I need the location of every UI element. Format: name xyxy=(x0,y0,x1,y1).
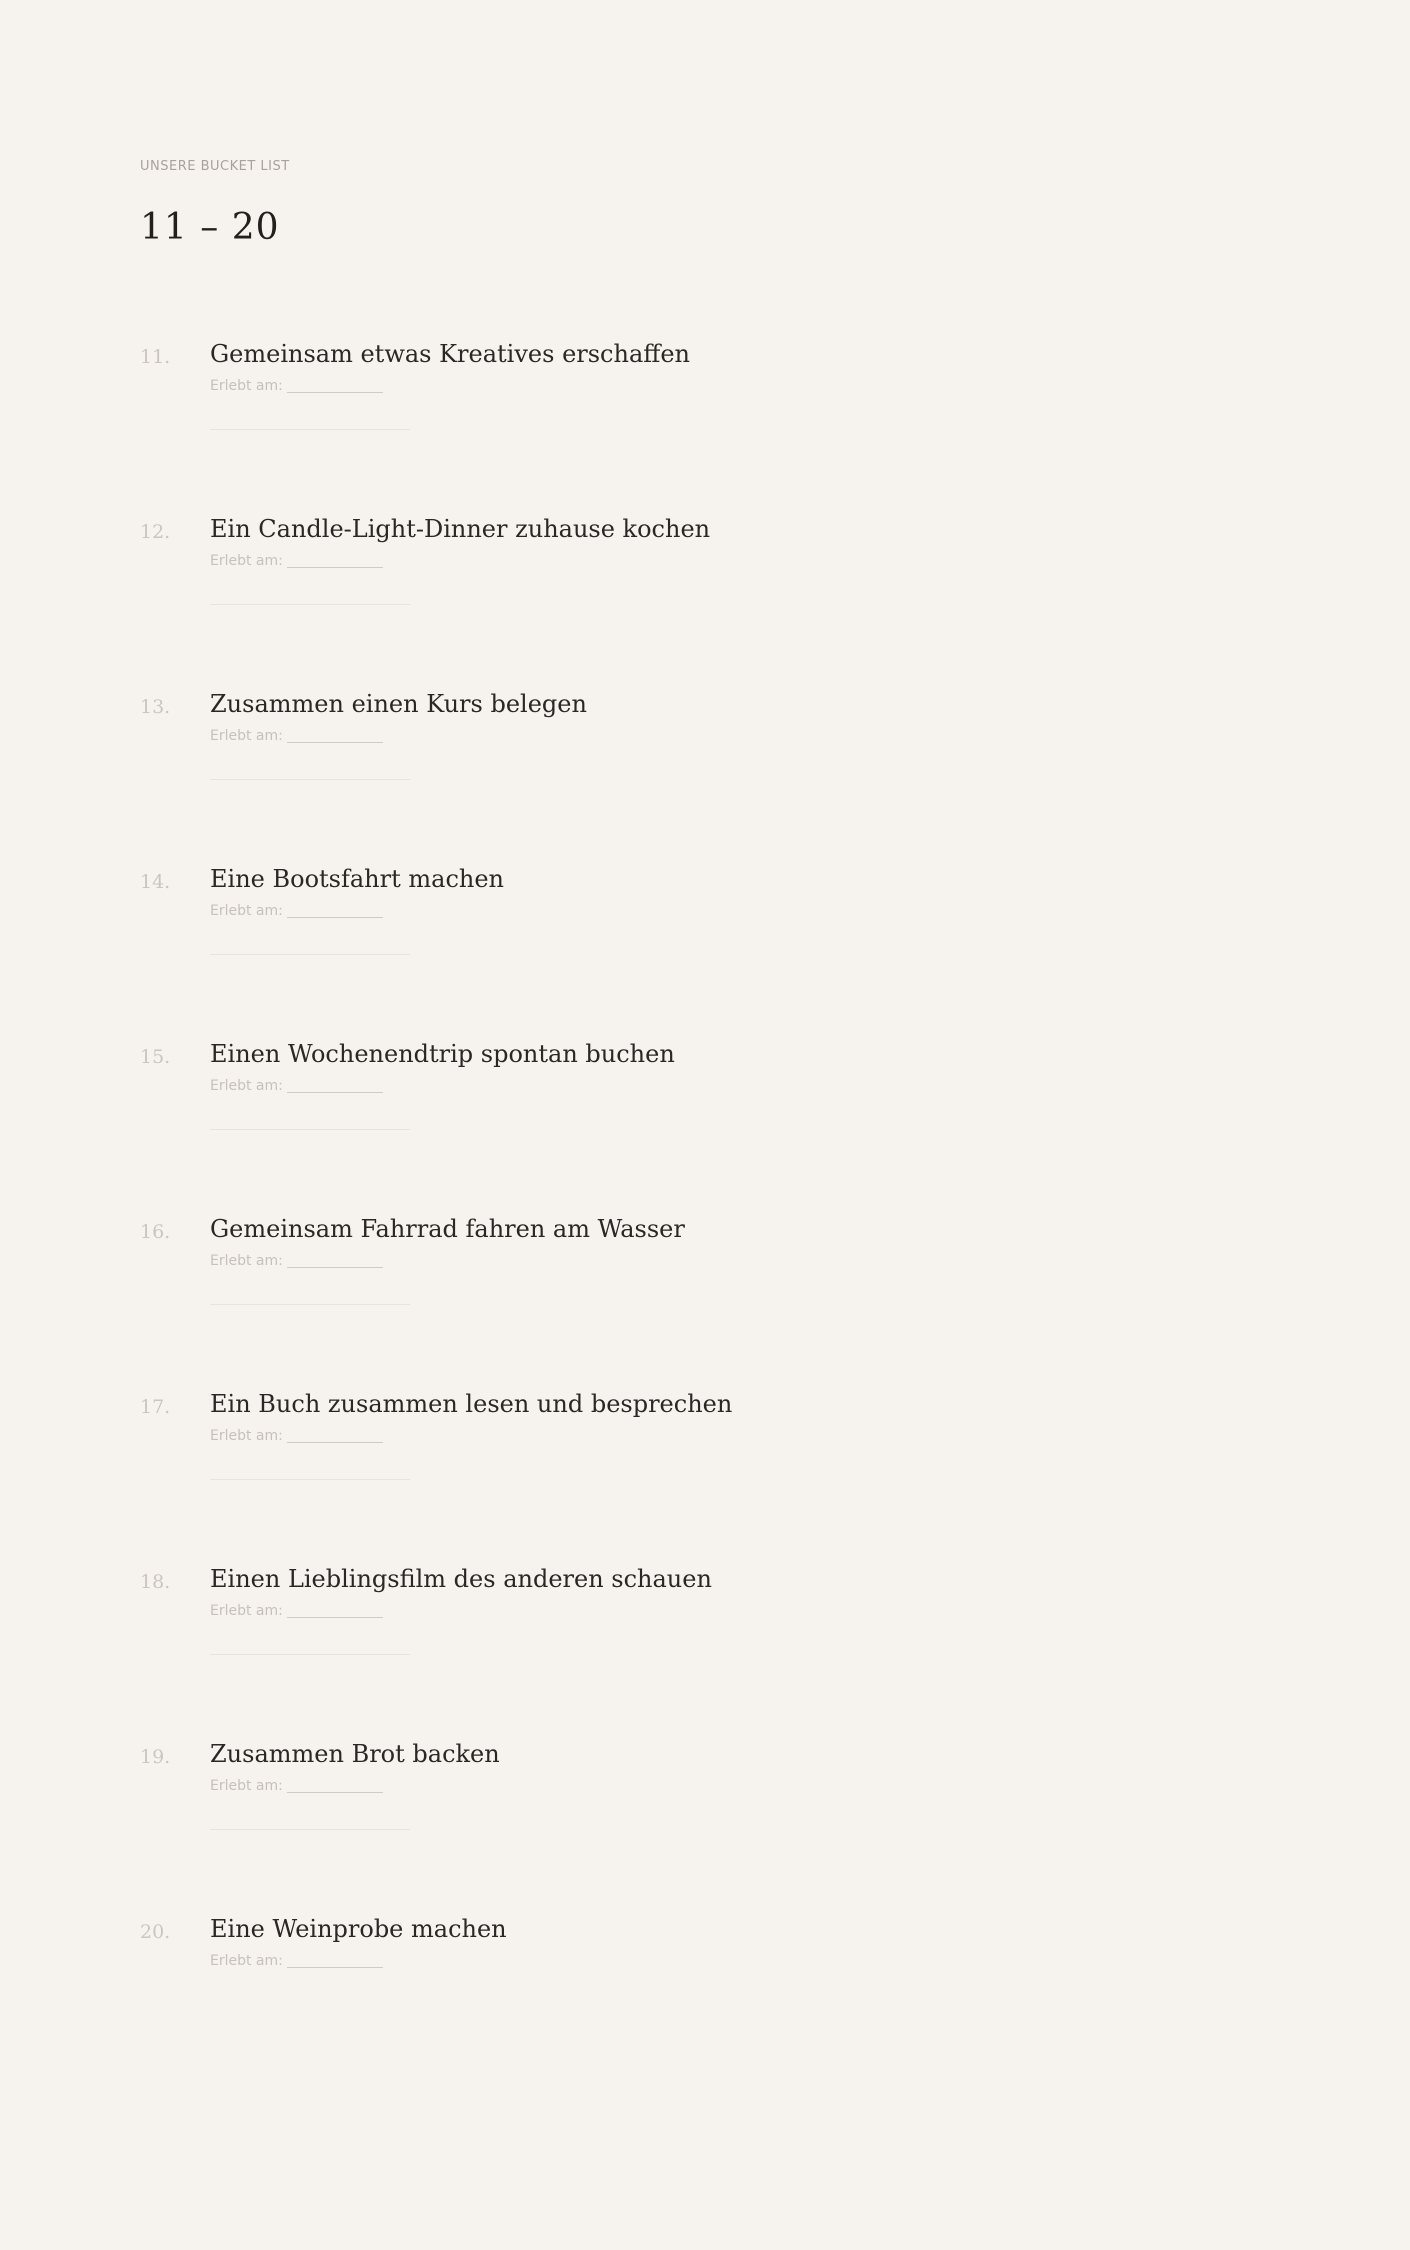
done-label: Erlebt am: xyxy=(210,728,283,744)
done-row xyxy=(210,1426,732,1446)
item-number: 19. xyxy=(140,1746,171,1768)
date-line xyxy=(287,742,383,743)
item-title: Eine Bootsfahrt machen xyxy=(210,865,504,893)
done-row xyxy=(210,1601,712,1621)
list-item xyxy=(140,1205,1240,1380)
item-title: Gemeinsam Fahrrad fahren am Wasser xyxy=(210,1215,685,1243)
item-number: 12. xyxy=(140,521,171,543)
list-item xyxy=(140,680,1240,855)
list-item xyxy=(140,1380,1240,1555)
done-row xyxy=(210,1951,507,1971)
item-body xyxy=(210,505,710,605)
item-separator xyxy=(210,429,410,430)
page-title: 11 – 20 xyxy=(140,207,280,248)
date-line xyxy=(287,392,383,393)
list-item xyxy=(140,1030,1240,1205)
item-separator xyxy=(210,779,410,780)
item-title: Zusammen einen Kurs belegen xyxy=(210,690,587,718)
item-title: Ein Candle-Light-Dinner zuhause kochen xyxy=(210,515,711,543)
item-number: 18. xyxy=(140,1571,171,1593)
done-label: Erlebt am: xyxy=(210,1253,283,1269)
date-line xyxy=(287,567,383,568)
done-row xyxy=(210,1251,685,1271)
date-line xyxy=(287,1267,383,1268)
item-number: 16. xyxy=(140,1221,171,1243)
item-title: Einen Lieblingsfilm des anderen schauen xyxy=(210,1565,712,1593)
item-body xyxy=(210,1205,685,1305)
done-row xyxy=(210,376,690,396)
item-separator xyxy=(210,1304,410,1305)
item-number: 17. xyxy=(140,1396,171,1418)
item-title: Ein Buch zusammen lesen und besprechen xyxy=(210,1390,733,1418)
done-row xyxy=(210,1776,500,1796)
item-title: Eine Weinprobe machen xyxy=(210,1915,507,1943)
item-body xyxy=(210,1905,507,1971)
item-body xyxy=(210,1030,675,1130)
list-item xyxy=(140,855,1240,1030)
item-separator xyxy=(210,1129,410,1130)
date-line xyxy=(287,917,383,918)
done-label: Erlebt am: xyxy=(210,1778,283,1794)
done-row xyxy=(210,726,587,746)
list-item xyxy=(140,330,1240,505)
item-separator xyxy=(210,1829,410,1830)
item-body xyxy=(210,1380,732,1480)
done-row xyxy=(210,551,710,571)
date-line xyxy=(287,1967,383,1968)
done-label: Erlebt am: xyxy=(210,1078,283,1094)
done-label: Erlebt am: xyxy=(210,553,283,569)
bucket-list xyxy=(140,330,1240,2080)
item-body xyxy=(210,330,690,430)
item-number: 13. xyxy=(140,696,171,718)
item-number: 14. xyxy=(140,871,171,893)
item-number: 15. xyxy=(140,1046,171,1068)
date-line xyxy=(287,1617,383,1618)
item-separator xyxy=(210,954,410,955)
list-item xyxy=(140,1555,1240,1730)
item-title: Zusammen Brot backen xyxy=(210,1740,500,1768)
item-body xyxy=(210,1555,712,1655)
date-line xyxy=(287,1092,383,1093)
item-body xyxy=(210,1730,500,1830)
item-body xyxy=(210,855,504,955)
item-separator xyxy=(210,604,410,605)
done-label: Erlebt am: xyxy=(210,1428,283,1444)
item-separator xyxy=(210,1479,410,1480)
done-row xyxy=(210,1076,675,1096)
item-number: 11. xyxy=(140,346,171,368)
date-line xyxy=(287,1792,383,1793)
date-line xyxy=(287,1442,383,1443)
done-label: Erlebt am: xyxy=(210,903,283,919)
item-number: 20. xyxy=(140,1921,171,1943)
item-separator xyxy=(210,1654,410,1655)
done-label: Erlebt am: xyxy=(210,1603,283,1619)
item-title: Gemeinsam etwas Kreatives erschaffen xyxy=(210,340,690,368)
done-row xyxy=(210,901,504,921)
item-body xyxy=(210,680,587,780)
list-item xyxy=(140,1905,1240,2080)
done-label: Erlebt am: xyxy=(210,378,283,394)
list-item xyxy=(140,1730,1240,1905)
item-title: Einen Wochenendtrip spontan buchen xyxy=(210,1040,675,1068)
eyebrow-label: UNSERE BUCKET LIST xyxy=(140,159,290,174)
done-label: Erlebt am: xyxy=(210,1953,283,1969)
list-item xyxy=(140,505,1240,680)
